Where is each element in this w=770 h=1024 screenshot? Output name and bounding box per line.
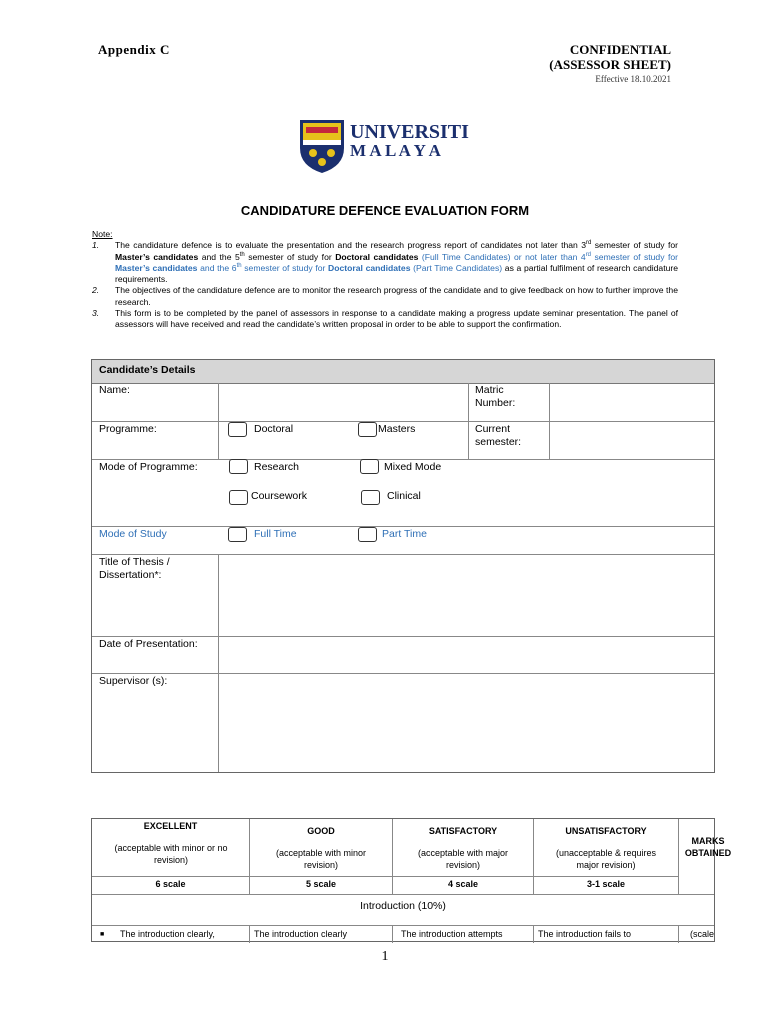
unsatisfactory-desc: (unacceptable & requires major revision) — [555, 848, 657, 870]
assessor-sheet-label: (ASSESSOR SHEET) — [549, 57, 671, 72]
mode-study-label: Mode of Study — [99, 528, 167, 540]
mixed-mode-checkbox[interactable] — [360, 459, 379, 474]
clinical-checkbox[interactable] — [361, 490, 380, 505]
research-label: Research — [254, 461, 299, 473]
confidential-block — [549, 42, 671, 87]
full-time-checkbox[interactable] — [228, 527, 247, 542]
scale-6: 6 scale — [155, 879, 186, 889]
notes-section — [92, 229, 678, 331]
thesis-title-label: Title of Thesis / Dissertation*: — [99, 556, 170, 581]
row-good: The introduction clearly — [254, 929, 348, 939]
form-title: CANDIDATURE DEFENCE EVALUATION FORM — [240, 203, 530, 218]
logo-line1: UNIVERSITI — [350, 121, 469, 143]
row-unsatisfactory: The introduction fails to — [538, 929, 632, 939]
programme-label: Programme: — [99, 423, 157, 435]
masters-label: Masters — [378, 423, 416, 435]
row-satisfactory: The introduction attempts — [401, 929, 503, 939]
excellent-desc: (acceptable with minor or no revision) — [114, 843, 228, 865]
mode-programme-label: Mode of Programme: — [99, 461, 198, 473]
full-time-label: Full Time — [254, 528, 297, 540]
crest-icon — [298, 118, 478, 174]
appendix-label: Appendix C — [98, 42, 170, 57]
universiti-malaya-logo — [298, 118, 478, 174]
thesis-title-field[interactable] — [219, 555, 714, 636]
marks-header: MARKS OBTAINED — [684, 836, 732, 858]
good-desc: (acceptable with minor revision) — [275, 848, 367, 870]
effective-date: Effective 18.10.2021 — [595, 74, 671, 84]
name-field[interactable] — [219, 383, 467, 421]
rubric-table — [91, 818, 732, 942]
introduction-heading: Introduction (10%) — [360, 900, 446, 912]
row-marks: (scale — [689, 929, 714, 939]
matric-field[interactable] — [550, 383, 714, 421]
scale-5: 5 scale — [305, 879, 337, 889]
note-item-1: 1. The candidature defence is to evaluate the presentation and the research progress report of candidates not later than 3rd semester of study for Master’s candidates and the 5th semester of study for Doctoral candidates (Full Time Candidates) or not later than 4rd semester of study for Master’s candidates and the 6th semester of study for Doctoral candidates (Part Time Candidates) as a partial fulfilment of research candidature requirements. — [92, 240, 679, 285]
row-excellent: ■ The introduction clearly, — [100, 929, 215, 939]
note-item-2: 2. The objectives of the candidature defence are to monitor the research progress of the candidate and to give feedback on how to further improve the research. — [92, 285, 678, 307]
mixed-mode-label: Mixed Mode — [384, 461, 442, 473]
satisfactory-header: SATISFACTORY — [428, 826, 498, 836]
confidential-label: CONFIDENTIAL — [569, 42, 671, 57]
notes-heading: Note: — [92, 229, 113, 239]
current-semester-field[interactable] — [550, 422, 714, 459]
part-time-label: Part Time — [382, 528, 427, 540]
satisfactory-desc: (acceptable with major revision) — [417, 848, 509, 870]
date-presentation-label: Date of Presentation: — [99, 638, 198, 650]
candidate-details-heading: Candidate’s Details — [99, 364, 196, 376]
page-number: 1 — [381, 949, 389, 964]
doctoral-label: Doctoral — [254, 423, 294, 435]
excellent-header: EXCELLENT — [143, 821, 198, 831]
name-label: Name: — [99, 384, 130, 396]
part-time-checkbox[interactable] — [358, 527, 377, 542]
scale-3-1: 3-1 scale — [586, 879, 626, 889]
current-semester-label: Current semester: — [475, 423, 522, 448]
unsatisfactory-header: UNSATISFACTORY — [565, 826, 647, 836]
supervisors-field[interactable] — [219, 674, 714, 772]
matric-label: Matric Number: — [475, 384, 516, 409]
coursework-label: Coursework — [251, 490, 308, 502]
date-presentation-field[interactable] — [219, 637, 714, 673]
good-header: GOOD — [307, 826, 335, 836]
masters-checkbox[interactable] — [358, 422, 377, 437]
candidate-details-header — [92, 360, 714, 384]
logo-line2: M A L A Y A — [350, 141, 441, 160]
candidate-details-table — [91, 359, 715, 773]
clinical-label: Clinical — [387, 490, 421, 502]
scale-4: 4 scale — [447, 879, 479, 889]
coursework-checkbox[interactable] — [229, 490, 248, 505]
supervisors-label: Supervisor (s): — [99, 675, 168, 687]
doctoral-checkbox[interactable] — [228, 422, 247, 437]
note-item-3: 3. This form is to be completed by the panel of assessors in response to a candidate making a progress update seminar presentation. The panel of assessors will have received and read the candidate’s written proposal in order to be able to support the confirmation. — [92, 308, 678, 330]
research-checkbox[interactable] — [229, 459, 248, 474]
